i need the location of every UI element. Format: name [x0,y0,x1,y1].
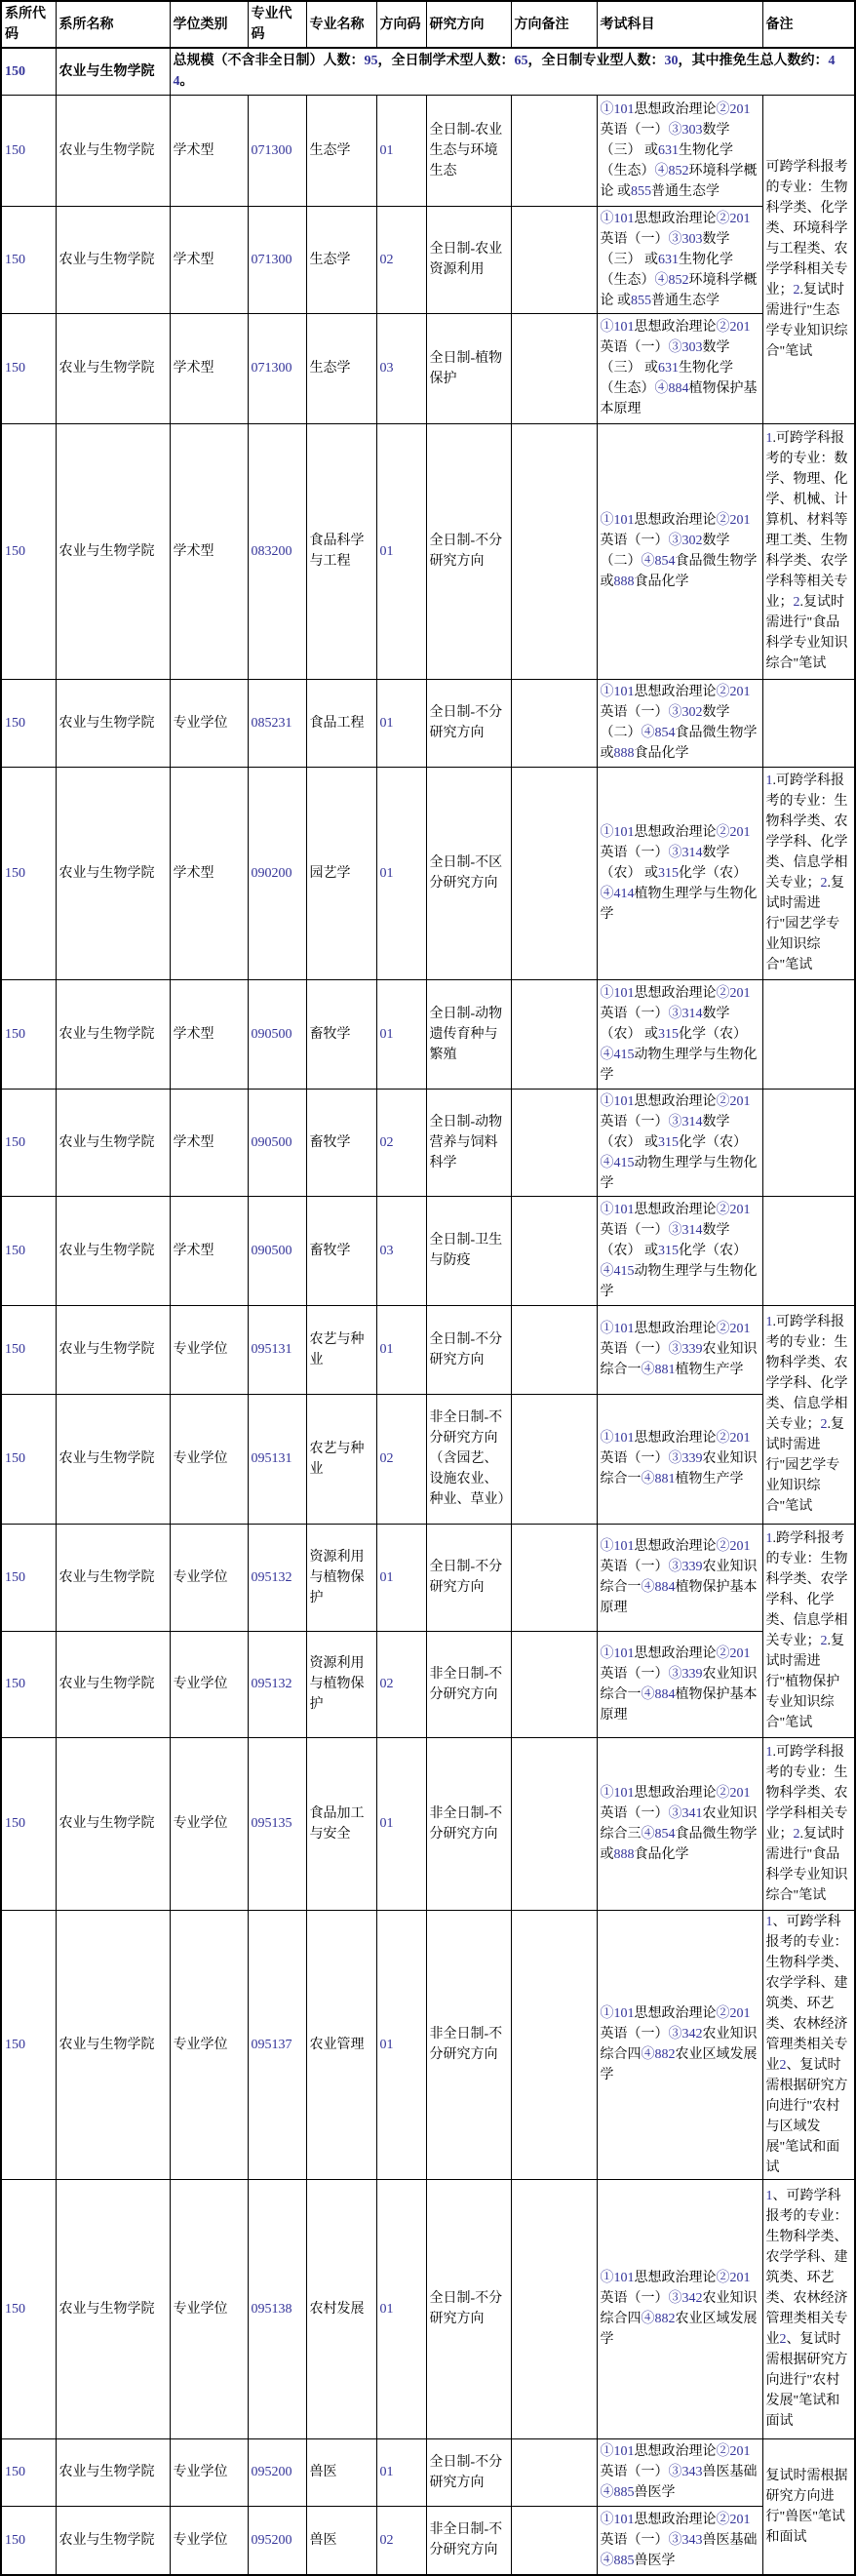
dept-code-cell: 150 [1,313,56,423]
exam-subjects-cell: ①101思想政治理论②201英语（一）③314数学（农） 或315化学（农）④414植物生理学与生物化学 [597,767,762,979]
direction-note-cell [511,95,597,206]
direction-note-cell [511,767,597,979]
direction-code-cell: 01 [376,767,426,979]
research-direction-cell: 全日制-不分研究方向 [426,2179,511,2438]
major-name-cell: 食品科学与工程 [306,423,376,679]
major-code-cell: 095200 [248,2506,306,2575]
degree-type-cell: 专业学位 [170,1524,248,1631]
direction-note-cell [511,1394,597,1524]
dept-name-cell: 农业与生物学院 [56,2506,170,2575]
remark-cell: 复试时需根据研究方向进行"兽医"笔试和面试 [762,2438,855,2575]
major-code-cell: 095135 [248,1737,306,1910]
direction-code-cell: 02 [376,1394,426,1524]
major-name-cell: 生态学 [306,313,376,423]
dept-name-cell: 农业与生物学院 [56,1524,170,1631]
major-name-cell: 园艺学 [306,767,376,979]
degree-type-cell: 学术型 [170,206,248,313]
exam-subjects-cell: ①101思想政治理论②201英语（一）③339农业知识综合一④884植物保护基本原理 [597,1524,762,1631]
table-header [1,1,855,48]
research-direction-cell: 全日制-不分研究方向 [426,423,511,679]
direction-note-cell [511,679,597,767]
research-direction-cell: 全日制-卫生与防疫 [426,1196,511,1305]
major-code-cell: 090500 [248,979,306,1089]
table-row [1,2506,855,2575]
table-row [1,2179,855,2438]
remark-cell: 可跨学科报考的专业：生物科学类、化学类、环境科学与工程类、农学学科相关专业；2.复试时需进行"生态学专业知识综合"笔试 [762,95,855,423]
table-row [1,206,855,313]
major-name-cell: 农业管理 [306,1910,376,2179]
direction-note-cell [511,206,597,313]
summary-row [1,48,855,95]
major-name-cell: 生态学 [306,206,376,313]
table-row [1,1196,855,1305]
direction-note-cell [511,1089,597,1196]
exam-subjects-cell: ①101思想政治理论②201英语（一）③303数学（三） 或631生物化学（生态）④852环境科学概论 或855普通生态学 [597,206,762,313]
major-name-cell: 农村发展 [306,2179,376,2438]
direction-code-cell: 01 [376,1910,426,2179]
degree-type-cell: 学术型 [170,423,248,679]
degree-type-cell: 学术型 [170,313,248,423]
dept-name-cell: 农业与生物学院 [56,2438,170,2506]
dept-code-cell: 150 [1,1524,56,1631]
research-direction-cell: 非全日制-不分研究方向（含园艺、设施农业、种业、草业） [426,1394,511,1524]
research-direction-cell: 全日制-动物营养与饲料科学 [426,1089,511,1196]
exam-subjects-cell: ①101思想政治理论②201英语（一）③342农业知识综合四④882农业区域发展学 [597,1910,762,2179]
major-code-cell: 090500 [248,1089,306,1196]
table-row [1,767,855,979]
direction-code-cell: 02 [376,1631,426,1737]
major-name-cell: 畜牧学 [306,1089,376,1196]
direction-note-cell [511,1196,597,1305]
table-row [1,95,855,206]
dept-code-cell: 150 [1,1737,56,1910]
table-row [1,2438,855,2506]
degree-type-cell: 专业学位 [170,1737,248,1910]
major-code-cell: 090200 [248,767,306,979]
exam-subjects-cell: ①101思想政治理论②201英语（一）③303数学（三） 或631生物化学（生态）④884植物保护基本原理 [597,313,762,423]
dept-code-cell: 150 [1,1196,56,1305]
column-header-7: 研究方向 [426,1,511,48]
direction-code-cell: 01 [376,2438,426,2506]
major-name-cell: 资源利用与植物保护 [306,1631,376,1737]
direction-code-cell: 01 [376,679,426,767]
dept-name-cell: 农业与生物学院 [56,1394,170,1524]
table-row [1,1737,855,1910]
dept-code-cell: 150 [1,206,56,313]
exam-subjects-cell: ①101思想政治理论②201英语（一）③342农业知识综合四④882农业区域发展学 [597,2179,762,2438]
table-row [1,1524,855,1631]
direction-note-cell [511,313,597,423]
research-direction-cell: 全日制-不分研究方向 [426,679,511,767]
remark-cell [762,679,855,767]
dept-code-cell: 150 [1,1394,56,1524]
exam-subjects-cell: ①101思想政治理论②201英语（一）③343兽医基础④885兽医学 [597,2506,762,2575]
major-code-cell: 095131 [248,1305,306,1394]
direction-code-cell: 02 [376,2506,426,2575]
degree-type-cell: 专业学位 [170,1305,248,1394]
column-header-4: 专业代码 [248,1,306,48]
major-code-cell: 071300 [248,95,306,206]
major-code-cell: 095132 [248,1524,306,1631]
remark-cell: 1、可跨学科报考的专业：生物科学类、农学学科、建筑类、环艺类、农林经济管理类相关专业2、复试时需根据研究方向进行"农村发展"笔试和面试 [762,2179,855,2438]
research-direction-cell: 全日制-农业生态与环境生态 [426,95,511,206]
table-row [1,979,855,1089]
research-direction-cell: 全日制-农业资源利用 [426,206,511,313]
major-code-cell: 071300 [248,313,306,423]
research-direction-cell: 全日制-动物遗传育种与繁殖 [426,979,511,1089]
degree-type-cell: 专业学位 [170,1910,248,2179]
direction-code-cell: 01 [376,1524,426,1631]
major-name-cell: 资源利用与植物保护 [306,1524,376,1631]
major-code-cell: 095131 [248,1394,306,1524]
dept-name-cell: 农业与生物学院 [56,1631,170,1737]
research-direction-cell: 全日制-不区分研究方向 [426,767,511,979]
degree-type-cell: 专业学位 [170,2179,248,2438]
research-direction-cell: 全日制-不分研究方向 [426,2438,511,2506]
major-code-cell: 085231 [248,679,306,767]
research-direction-cell: 非全日制-不分研究方向 [426,1737,511,1910]
degree-type-cell: 专业学位 [170,679,248,767]
remark-cell [762,979,855,1089]
direction-code-cell: 02 [376,1089,426,1196]
column-header-10: 备注 [762,1,855,48]
dept-name-cell: 农业与生物学院 [56,95,170,206]
direction-note-cell [511,423,597,679]
degree-type-cell: 专业学位 [170,2438,248,2506]
dept-code-cell: 150 [1,1631,56,1737]
remark-cell: 1.可跨学科报考的专业：生物科学类、农学学科相关专业；2.复试时需进行"食品科学专业知识综合"笔试 [762,1737,855,1910]
remark-cell [762,1196,855,1305]
major-code-cell: 095132 [248,1631,306,1737]
dept-name-cell: 农业与生物学院 [56,1910,170,2179]
dept-name-cell: 农业与生物学院 [56,1305,170,1394]
dept-name-cell: 农业与生物学院 [56,48,170,95]
column-header-9: 考试科目 [597,1,762,48]
research-direction-cell: 全日制-不分研究方向 [426,1524,511,1631]
major-name-cell: 农艺与种业 [306,1305,376,1394]
research-direction-cell: 非全日制-不分研究方向 [426,2506,511,2575]
major-name-cell: 兽医 [306,2438,376,2506]
column-header-6: 方向码 [376,1,426,48]
exam-subjects-cell: ①101思想政治理论②201英语（一）③339农业知识综合一④881植物生产学 [597,1305,762,1394]
direction-code-cell: 01 [376,1305,426,1394]
remark-cell: 1.可跨学科报考的专业：数学、物理、化学、机械、计算机、材料等理工类、生物科学类、农学学科等相关专业；2.复试时需进行"食品科学专业知识综合"笔试 [762,423,855,679]
major-code-cell: 083200 [248,423,306,679]
dept-name-cell: 农业与生物学院 [56,313,170,423]
dept-name-cell: 农业与生物学院 [56,767,170,979]
exam-subjects-cell: ①101思想政治理论②201英语（一）③339农业知识综合一④884植物保护基本原理 [597,1631,762,1737]
direction-note-cell [511,1631,597,1737]
direction-code-cell: 03 [376,1196,426,1305]
dept-code-cell: 150 [1,1305,56,1394]
direction-code-cell: 01 [376,1737,426,1910]
major-name-cell: 食品工程 [306,679,376,767]
table-row [1,1394,855,1524]
exam-subjects-cell: ①101思想政治理论②201英语（一）③303数学（三） 或631生物化学（生态）④852环境科学概论 或855普通生态学 [597,95,762,206]
dept-code-cell: 150 [1,1089,56,1196]
major-name-cell: 生态学 [306,95,376,206]
dept-name-cell: 农业与生物学院 [56,979,170,1089]
table-row [1,1305,855,1394]
exam-subjects-cell: ①101思想政治理论②201英语（一）③339农业知识综合一④881植物生产学 [597,1394,762,1524]
table-row [1,1631,855,1737]
degree-type-cell: 学术型 [170,1089,248,1196]
degree-type-cell: 学术型 [170,1196,248,1305]
dept-name-cell: 农业与生物学院 [56,423,170,679]
column-header-2: 系所名称 [56,1,170,48]
dept-code-cell: 150 [1,2179,56,2438]
direction-note-cell [511,1910,597,2179]
direction-note-cell [511,1524,597,1631]
dept-name-cell: 农业与生物学院 [56,679,170,767]
remark-cell: 1、可跨学科报考的专业：生物科学类、农学学科、建筑类、环艺类、农林经济管理类相关专业2、复试时需根据研究方向进行"农村与区域发展"笔试和面试 [762,1910,855,2179]
research-direction-cell: 非全日制-不分研究方向 [426,1910,511,2179]
table-row [1,1089,855,1196]
direction-code-cell: 01 [376,979,426,1089]
dept-name-cell: 农业与生物学院 [56,1196,170,1305]
table-row [1,423,855,679]
table-row [1,1910,855,2179]
direction-note-cell [511,2506,597,2575]
exam-subjects-cell: ①101思想政治理论②201英语（一）③341农业知识综合三④854食品微生物学 或888食品化学 [597,1737,762,1910]
major-code-cell: 071300 [248,206,306,313]
dept-code-cell: 150 [1,48,56,95]
major-name-cell: 畜牧学 [306,979,376,1089]
exam-subjects-cell: ①101思想政治理论②201英语（一）③314数学（农） 或315化学（农）④415动物生理学与生物化学 [597,979,762,1089]
dept-name-cell: 农业与生物学院 [56,206,170,313]
direction-note-cell [511,979,597,1089]
major-name-cell: 兽医 [306,2506,376,2575]
dept-code-cell: 150 [1,2438,56,2506]
direction-note-cell [511,2438,597,2506]
dept-name-cell: 农业与生物学院 [56,1089,170,1196]
direction-code-cell: 01 [376,2179,426,2438]
major-name-cell: 食品加工与安全 [306,1737,376,1910]
exam-subjects-cell: ①101思想政治理论②201英语（一）③302数学（二）④854食品微生物学 或888食品化学 [597,423,762,679]
dept-code-cell: 150 [1,979,56,1089]
remark-cell: 1.可跨学科报考的专业：生物科学类、农学学科、化学类、信息学相关专业；2.复试时需进行"园艺学专业知识综合"笔试 [762,767,855,979]
exam-subjects-cell: ①101思想政治理论②201英语（一）③343兽医基础④885兽医学 [597,2438,762,2506]
direction-code-cell: 01 [376,95,426,206]
direction-code-cell: 03 [376,313,426,423]
major-code-cell: 095138 [248,2179,306,2438]
dept-name-cell: 农业与生物学院 [56,2179,170,2438]
remark-cell: 1.跨学科报考的专业：生物科学类、农学学科、化学类、信息学相关专业；2.复试时需进行"植物保护专业知识综合"笔试 [762,1524,855,1737]
research-direction-cell: 全日制-不分研究方向 [426,1305,511,1394]
research-direction-cell: 全日制-植物保护 [426,313,511,423]
degree-type-cell: 专业学位 [170,1631,248,1737]
dept-name-cell: 农业与生物学院 [56,1737,170,1910]
column-header-3: 学位类别 [170,1,248,48]
exam-subjects-cell: ①101思想政治理论②201英语（一）③314数学（农） 或315化学（农）④415动物生理学与生物化学 [597,1196,762,1305]
degree-type-cell: 学术型 [170,979,248,1089]
major-code-cell: 095200 [248,2438,306,2506]
degree-type-cell: 学术型 [170,95,248,206]
summary-text-cell: 总规模（不含非全日制）人数：95，全日制学术型人数：65，全日制专业型人数：30，其中推免生总人数约：44。 [170,48,855,95]
degree-type-cell: 专业学位 [170,2506,248,2575]
direction-note-cell [511,2179,597,2438]
dept-code-cell: 150 [1,2506,56,2575]
direction-code-cell: 01 [376,423,426,679]
major-code-cell: 095137 [248,1910,306,2179]
dept-code-cell: 150 [1,1910,56,2179]
table-row [1,679,855,767]
major-name-cell: 农艺与种业 [306,1394,376,1524]
major-code-cell: 090500 [248,1196,306,1305]
column-header-1: 系所代码 [1,1,56,48]
column-header-5: 专业名称 [306,1,376,48]
dept-code-cell: 150 [1,423,56,679]
header-row [1,1,855,48]
column-header-8: 方向备注 [511,1,597,48]
degree-type-cell: 专业学位 [170,1394,248,1524]
remark-cell: 1.可跨学科报考的专业：生物科学类、农学学科、化学类、信息学相关专业；2.复试时需进行"园艺学专业知识综合"笔试 [762,1305,855,1524]
research-direction-cell: 非全日制-不分研究方向 [426,1631,511,1737]
direction-note-cell [511,1737,597,1910]
exam-subjects-cell: ①101思想政治理论②201英语（一）③302数学（二）④854食品微生物学 或888食品化学 [597,679,762,767]
dept-code-cell: 150 [1,95,56,206]
dept-code-cell: 150 [1,679,56,767]
table-row [1,313,855,423]
exam-subjects-cell: ①101思想政治理论②201英语（一）③314数学（农） 或315化学（农）④415动物生理学与生物化学 [597,1089,762,1196]
table-body [1,48,855,2575]
major-name-cell: 畜牧学 [306,1196,376,1305]
degree-type-cell: 学术型 [170,767,248,979]
direction-note-cell [511,1305,597,1394]
direction-code-cell: 02 [376,206,426,313]
dept-code-cell: 150 [1,767,56,979]
remark-cell [762,1089,855,1196]
